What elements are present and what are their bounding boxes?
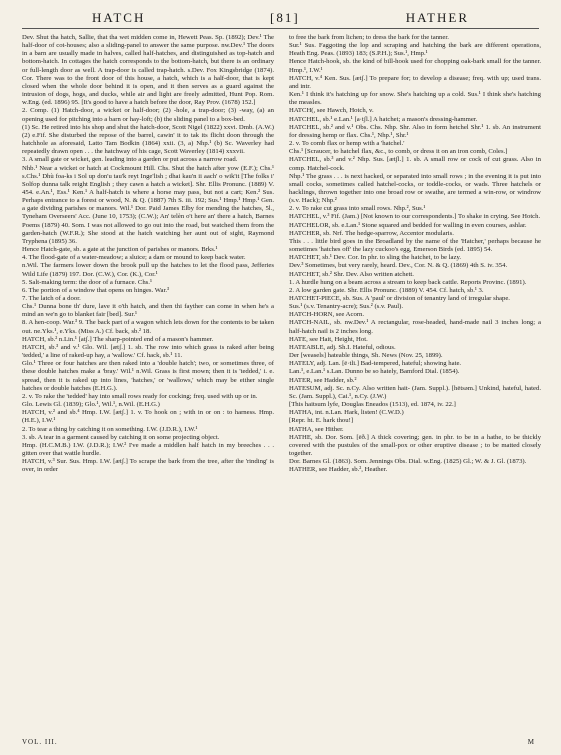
entry-paragraph: Sur.¹ Sus. Faggoting the lop and scraping and hatching the bark are different operations, Heath Eng. Peas. (1893) 183; (S.P.H.); Sus.¹, Hmp.¹: [289, 42, 541, 58]
entry-paragraph: Hence Hatch-hook, sb. the kind of bill-hook used for chopping oak-bark small for the tanner. Hmp.¹, I.W.¹: [289, 58, 541, 74]
entry-paragraph: HATCHELOR, sb. e.Lan.¹ Stone squared and bedded for walling in even courses, ashlar.: [289, 221, 527, 229]
header-first-headword: HATCH: [92, 10, 146, 25]
entry-paragraph: HATE, see Hait, Height, Hot.: [289, 335, 368, 343]
entry-paragraph: Hmp. (H.C.M.B.) I.W. (J.D.R.); I.W.² I've made a middlen half hatch in my breeches . . . gitten over that wattle hurdle.: [22, 441, 274, 457]
left-column: [22, 34, 274, 474]
entry-paragraph: n.Wil. The farmers lower down the brook pull up the hatches to let the flood pass, Jefferies Wild Life (1879) 197. Dor. (C.W.), Cor. (K.), Cor.¹: [22, 262, 274, 278]
entry-paragraph: Chs.¹ Dunna bone th' dure, lave it o'th hatch, and then thi fayther can come in when he's a mind an we'n go to blanket fair [bed]. Sur.¹: [22, 303, 274, 319]
entry-paragraph: Dev.³ Sometimes, but very rarely, heard. Dev., Cor. N. & Q. (1869) 4th S. iv. 354.: [289, 262, 508, 270]
entry-paragraph: HATESUM, adj. Sc. n.Cy. Also written hait- (Jam. Suppl.). [hētsəm.] Unkind, hateful, hated. Sc. (Jam. Suppl.), Cai.¹, n.Cy. (J.W.): [289, 384, 541, 400]
entry-paragraph: [Repr. ht. E. hark thou!]: [289, 417, 354, 425]
entry-paragraph: (1) Sc. He retired into his shop and shut the hatch-door, Scott Nigel (1822) xxvi. Dmb. (A.W.) (2) e.Fif. She disturbed the repose of the barrel, cawin' it to tak its flicht doon through the hatchhole as aforesaid, Latto Tam Bodkin (1864) xxii. (3, a) Nhp.¹ (b) Sc. Waverley had repeatedly drawn open . . . the hatchway of his cage, Scott Waverley (1814) xxxvii.: [22, 123, 274, 156]
entry-paragraph: 2. v. To rake the 'tedded' hay into small rows ready for cocking; freq. used with up or in.: [22, 392, 258, 400]
entry-paragraph: HATCH, sb.² n.Lin.¹ [atʃ.] The sharp-pointed end of a mason's hammer.: [22, 335, 214, 343]
entry-paragraph: 2. v. To rake cut grass into small rows. Nhp.², Sus.¹: [289, 205, 426, 213]
entry-paragraph: 3. sb. A tear in a garment caused by catching it on some projecting object.: [22, 433, 220, 441]
entry-paragraph: 2. Comp. (1) Hatch-door, a wicket or half-door; (2) -hole, a trap-door; (3) -way, (a) an opening used for pitching into a barn or hay-loft; (b) the sliding panel to a box-bed.: [22, 107, 274, 123]
entry-paragraph: 2. To tear a thing by catching it on something. I.W. (J.D.R.), I.W.¹: [22, 425, 198, 433]
entry-paragraph: HATCHET-PIECE, sb. Sus. A 'paul' or division of tenantry land of irregular shape.: [289, 295, 510, 302]
entry-paragraph: HATEABLE, adj. Sh.I. Hateful, odious.: [289, 343, 396, 351]
entry-paragraph: Der [weasels] hateable things, Sh. News (Nov. 25, 1899).: [289, 352, 443, 360]
page-number: [81]: [270, 10, 300, 25]
entry-paragraph: Chs.¹ [Scraucer, to hatchel flax, &c., to comb, or dress it on an iron comb, Coles.]: [289, 148, 508, 156]
entry-paragraph: HATCH-NAIL, sb. nw.Dev.¹ A rectangular, rose-headed, hand-made nail 3 inches long; a half-hatch nail is 2 inches long.: [289, 319, 541, 335]
entry-paragraph: Glo. Lewis Gl. (1839); Glo.¹, Wil.¹, n.Wil. (E.H.G.): [22, 401, 160, 409]
entry-paragraph: 5. Salt-making term: the door of a furnace. Chs.¹: [22, 278, 152, 286]
signature-mark: M: [527, 738, 535, 746]
running-header: [22, 10, 539, 29]
entry-paragraph: HATCHEL, sb.¹ e.Lan.¹ [a·tʃl.] A hatchet; a mason's dressing-hammer.: [289, 115, 478, 123]
entry-paragraph: HATCH-HORN, see Acorn.: [289, 311, 365, 319]
entry-paragraph: HATELY, adj. Lan. [ē·tli.] Bad-tempered, hateful; showing hate.: [289, 360, 462, 368]
entry-paragraph: HATCH, v.⁴ Ken. Sus. [ætʃ.] To prepare for; to develop a disease; freq. with up; used trans. and intr.: [289, 74, 541, 90]
entry-paragraph: HATCHEL, sb.³ and v.² Nhp. Sus. [ætʃl.] 1. sb. A small row or cock of cut grass. Also in comp. Hatchel-cock.: [289, 156, 541, 172]
entry-paragraph: Ken.¹ I think it's hatching up for snow. She's hatching up a cold. Sus.¹ I think she's hatching the measles.: [289, 91, 541, 107]
entry-paragraph: HATCH(, see Hawch, Hotch, v.: [289, 107, 374, 115]
entry-paragraph: Glo.¹ Three or four hatches are then raked into a 'double hatch'; two, or sometimes three, of these double hatches make a 'bray.' Wil.¹ n.Wil. Grass is first mown; then it is 'tedded,' i. e. spread, then it is raked up into lines, 'hatches,' or 'wallows,' which may be either single hatches or double hatches (E.H.G.).: [22, 360, 274, 392]
entry-paragraph: Nhp.¹ The grass . . . is next hacked, or separated into small rows ; in the evening it is put into small cocks, sometimes called hatchel-cocks, or toddle-cocks, or wads. Three hatchels or hacklings, thrown together into one broad row or swathe, are termed a win-row, or windrow (s.v. Hack); Nhp.²: [289, 172, 541, 205]
entry-paragraph: 2. v. To comb flax or hemp with a 'hatchel.': [289, 140, 405, 148]
entry-paragraph: HATCHET, sb.² Shr. Dev. Also written atchett.: [289, 270, 414, 278]
entry-paragraph: HATCH, v.² and sb.⁴ Hmp. I.W. [ætʃ.] 1. v. To hook on ; with in or on : to harness. Hmp. (H.E.), I.W.¹: [22, 409, 274, 425]
entry-paragraph: HATHE, sb. Dor. Som. [ēð.] A thick covering; gen. in phr. to be in a hathe, to be thickly covered with the pustules of the small-pox or other eruptive disease ; to be matted closely together.: [289, 433, 541, 457]
entry-paragraph: 8. A hen-coop. War.³ 9. The back part of a wagon which lets down for the contents to be taken out. ne.Yks.¹, e.Yks. (Miss A.) Cf. back, sb.² 18.: [22, 319, 274, 335]
entry-paragraph: HATHA, int. n.Lan. Hark, listen! (C.W.D.): [289, 409, 404, 417]
entry-paragraph: HATHA, see Hither.: [289, 425, 344, 433]
entry-paragraph: HATCHEL, sb.² and v.¹ Obs. Chs. Nhp. Shr. Also in form hetchel Shr.¹ 1. sb. An instrument for dressing hemp or flax. Chs.¹, Nhp.¹, Shr.¹: [289, 123, 541, 139]
entry-paragraph: to free the bark from lichen; to dress the bark for the tanner.: [289, 34, 449, 41]
entry-paragraph: Dor. Barnes Gl. (1863). Som. Jennings Obs. Dial. w.Eng. (1825) Gl.; W. & J. Gl. (1873).: [289, 458, 527, 466]
entry-paragraph: [This haitsum lyfe, Douglas Eneados (1513), ed. 1874, iv. 22.]: [289, 401, 456, 409]
entry-paragraph: 4. The flood-gate of a water-meadow; a sluice; a dam or mound to keep back water.: [22, 254, 246, 262]
header-last-headword: HATHER: [405, 10, 469, 25]
entry-paragraph: HATCHER, sb. Nrf. The hedge-sparrow, Accentor modularis.: [289, 229, 454, 237]
entry-paragraph: This . . . little bird goes in the Broadland by the name of the 'Hatcher,' perhaps because he sometimes 'hatches off' the lazy cuckoo's egg, Emerson Birds (ed. 1895) 54.: [289, 237, 541, 254]
entry-paragraph: HATCH, v.³ Sur. Sus. Hmp. I.W. [ætʃ.] To scrape the bark from the tree, after the 'rinding' is over, in order: [22, 458, 274, 474]
entry-paragraph: 3. A small gate or wicket, gen. leading into a garden or put across a narrow road.: [22, 156, 238, 164]
entry-paragraph: HATCHEL, v.³ Fif. (Jam.) [Not known to our correspondents.] To shake in crying. See Hotch.: [289, 213, 541, 221]
entry-paragraph: 2. A low garden gate. Shr. Ellis Pronunc. (1889) V. 454. Cf. hatch, sb.¹ 3.: [289, 286, 484, 294]
entry-paragraph: Hence Hatch-gate, sb. a gate at the junction of parishes or manors. Brks.¹: [22, 246, 218, 254]
entry-paragraph: HATHER, see Hadder, sb.², Heather.: [289, 466, 388, 474]
entry-paragraph: 7. The latch of a door.: [22, 295, 81, 302]
right-column: [289, 34, 541, 474]
entry-paragraph: Nhb.¹ Near a wicket or hatch at Cockmount Hill. Chs. Shut the hatch after yow (E.F.); Chs.¹ s.Chs.¹ Dhù foa-ks i Sol up don'u tau'k reyt Inge'lish ; dhai kau'n ii aach' o wik'it [The folks i' Solfop dunna talk reight English ; they cawn a hatch a wicket]. Shr. Ellis Pronunc. (1889) V. 454. e.An.¹, Ess.¹ Ken.¹ A half-hatch is where a horse may pass, but not a cart; Ken.² Sus. Perhaps entrance to a forest or wood, N. & Q. (1887) 7th S. iii. 192; Sus.¹ Hmp.¹ Hmp.¹ Gen. a gate dividing parishes or manors. Wil.¹ Dor. Paid James Elby for mending the hatches, 5l., Tyneham Overseers' Acc. (June 10, 1753); (C.W.); An' telèn o't here an' there a hatch, Barnes Poems (1879) 40. Som. I was not allowed to go out into the road, but watched them from the garden-hatch (W.F.R.); She stood at the hatch watching her aunt out of sight, Raymond Tryphena (1895) 36.: [22, 164, 274, 245]
entry-paragraph: 6. The portion of a window that opens on hinges. War.³: [22, 286, 170, 294]
entry-paragraph: HATER, see Hadder, sb.²: [289, 376, 357, 384]
entry-paragraph: Sus.¹ (s.v. Tenantry-acre); Sus.² (s.v. Paul).: [289, 303, 403, 311]
entry-paragraph: HATCH, sb.³ and v.¹ Glo. Wil. [ætʃ.] 1. sb. The row into which grass is raked after being 'tedded,' a line of raked-up hay, a 'wallow.' Cf. hack, sb.¹ 11.: [22, 343, 274, 360]
entry-paragraph: Dev. Shut tha hatch, Sallie, that tha wet midden come in, Hewett Peas. Sp. (1892); Dev.¹ The half-door of cot-houses; also a sliding-panel to answer the same purpose. nw.Dev.¹ The doors in a barn are usually made in halves, called half-hatches, and distinguished as top-hatch and bottom-hatch. In cottages the hatch corresponds to the bottom-hatch, but there is an ordinary or full-length door as well. A trap-door is called trap-hatch. s.Dev. Fox Kingsbridge (1874). Cor. There was to the front door of this house, a hatch, which is a half-door, that is kept closed when the whole door behind it is open, and it then serves as a guard against the intrusion of dogs, hogs, and ducks, while air and light are freely admitted, Hunt Pop. Rom. w.Eng. (ed. 1896) 95. [It's good to have a hatch before the door, Ray Prov. (1678) 152.]: [22, 34, 274, 107]
entry-paragraph: Lan.¹, e.Lan.¹ s.Lan. Dunno be so hately, Bamford Dial. (1854).: [289, 368, 460, 376]
volume-label: VOL. III.: [22, 738, 58, 746]
entry-paragraph: HATCHET, sb.¹ Dev. Cor. In phr. to sling the hatchet, to be lazy.: [289, 254, 462, 262]
entry-paragraph: 1. A hurdle hung on a beam across a stream to keep back cattle. Reports Provinc. (1891).: [289, 278, 527, 286]
